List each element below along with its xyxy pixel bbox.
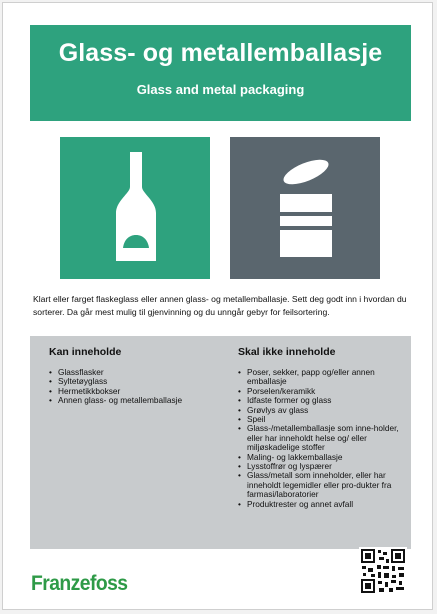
list-item: • Hermetikkbokser <box>49 387 214 396</box>
can-contain-column <box>49 346 214 406</box>
list-item: • Idfaste former og glass <box>238 396 406 405</box>
can-contain-heading: Kan inneholde <box>49 346 122 358</box>
list-item: • Maling- og lakkemballasje <box>238 453 406 462</box>
list-item: • Speil <box>238 415 406 424</box>
list-item: • Glassflasker <box>49 368 214 377</box>
must-not-contain-list <box>238 368 406 509</box>
page-title: Glass- og metallemballasje <box>58 39 383 67</box>
list-item: • Lysstoffrør og lyspærer <box>238 462 406 471</box>
page-subtitle: Glass and metal packaging <box>136 82 305 97</box>
poster <box>2 2 433 610</box>
list-item: • Syltetøyglass <box>49 377 214 386</box>
tin-can-with-lid-icon <box>230 137 380 279</box>
header-banner <box>30 25 411 121</box>
glass-bottle-icon <box>60 137 210 279</box>
list-item: • Porselen/keramikk <box>238 387 406 396</box>
list-item: • Grøvlys av glass <box>238 406 406 415</box>
list-item: • Glass/metall som inneholder, eller har inneholdt legemidler eller pro-dukter fra farmasi/laboratorier <box>238 471 406 499</box>
glass-tile <box>60 137 210 279</box>
metal-tile <box>230 137 380 279</box>
list-item: • Glass-/metallemballasje som inne-holder, eller har inneholdt helse og/ eller miljøskadelige stoffer <box>238 424 406 452</box>
franzefoss-logo: Franzefoss <box>31 572 128 595</box>
intro-text: Klart eller farget flaskeglass eller annen glass- og metallemballasje. Sett deg godt inn i hvordan du sorterer. Da går mest mulig til gjenvinning og du unngår gebyr for feilsortering. <box>33 294 407 317</box>
must-not-contain-column <box>238 346 406 509</box>
list-item: • Poser, sekker, papp og/eller annen emballasje <box>238 368 406 387</box>
list-item: • Produktrester og annet avfall <box>238 500 406 509</box>
can-contain-list <box>49 368 214 406</box>
list-item: • Annen glass- og metallemballasje <box>49 396 214 405</box>
sorting-panel <box>30 336 411 549</box>
qr-code-icon[interactable] <box>359 547 407 595</box>
must-not-contain-heading: Skal ikke inneholde <box>238 346 336 358</box>
